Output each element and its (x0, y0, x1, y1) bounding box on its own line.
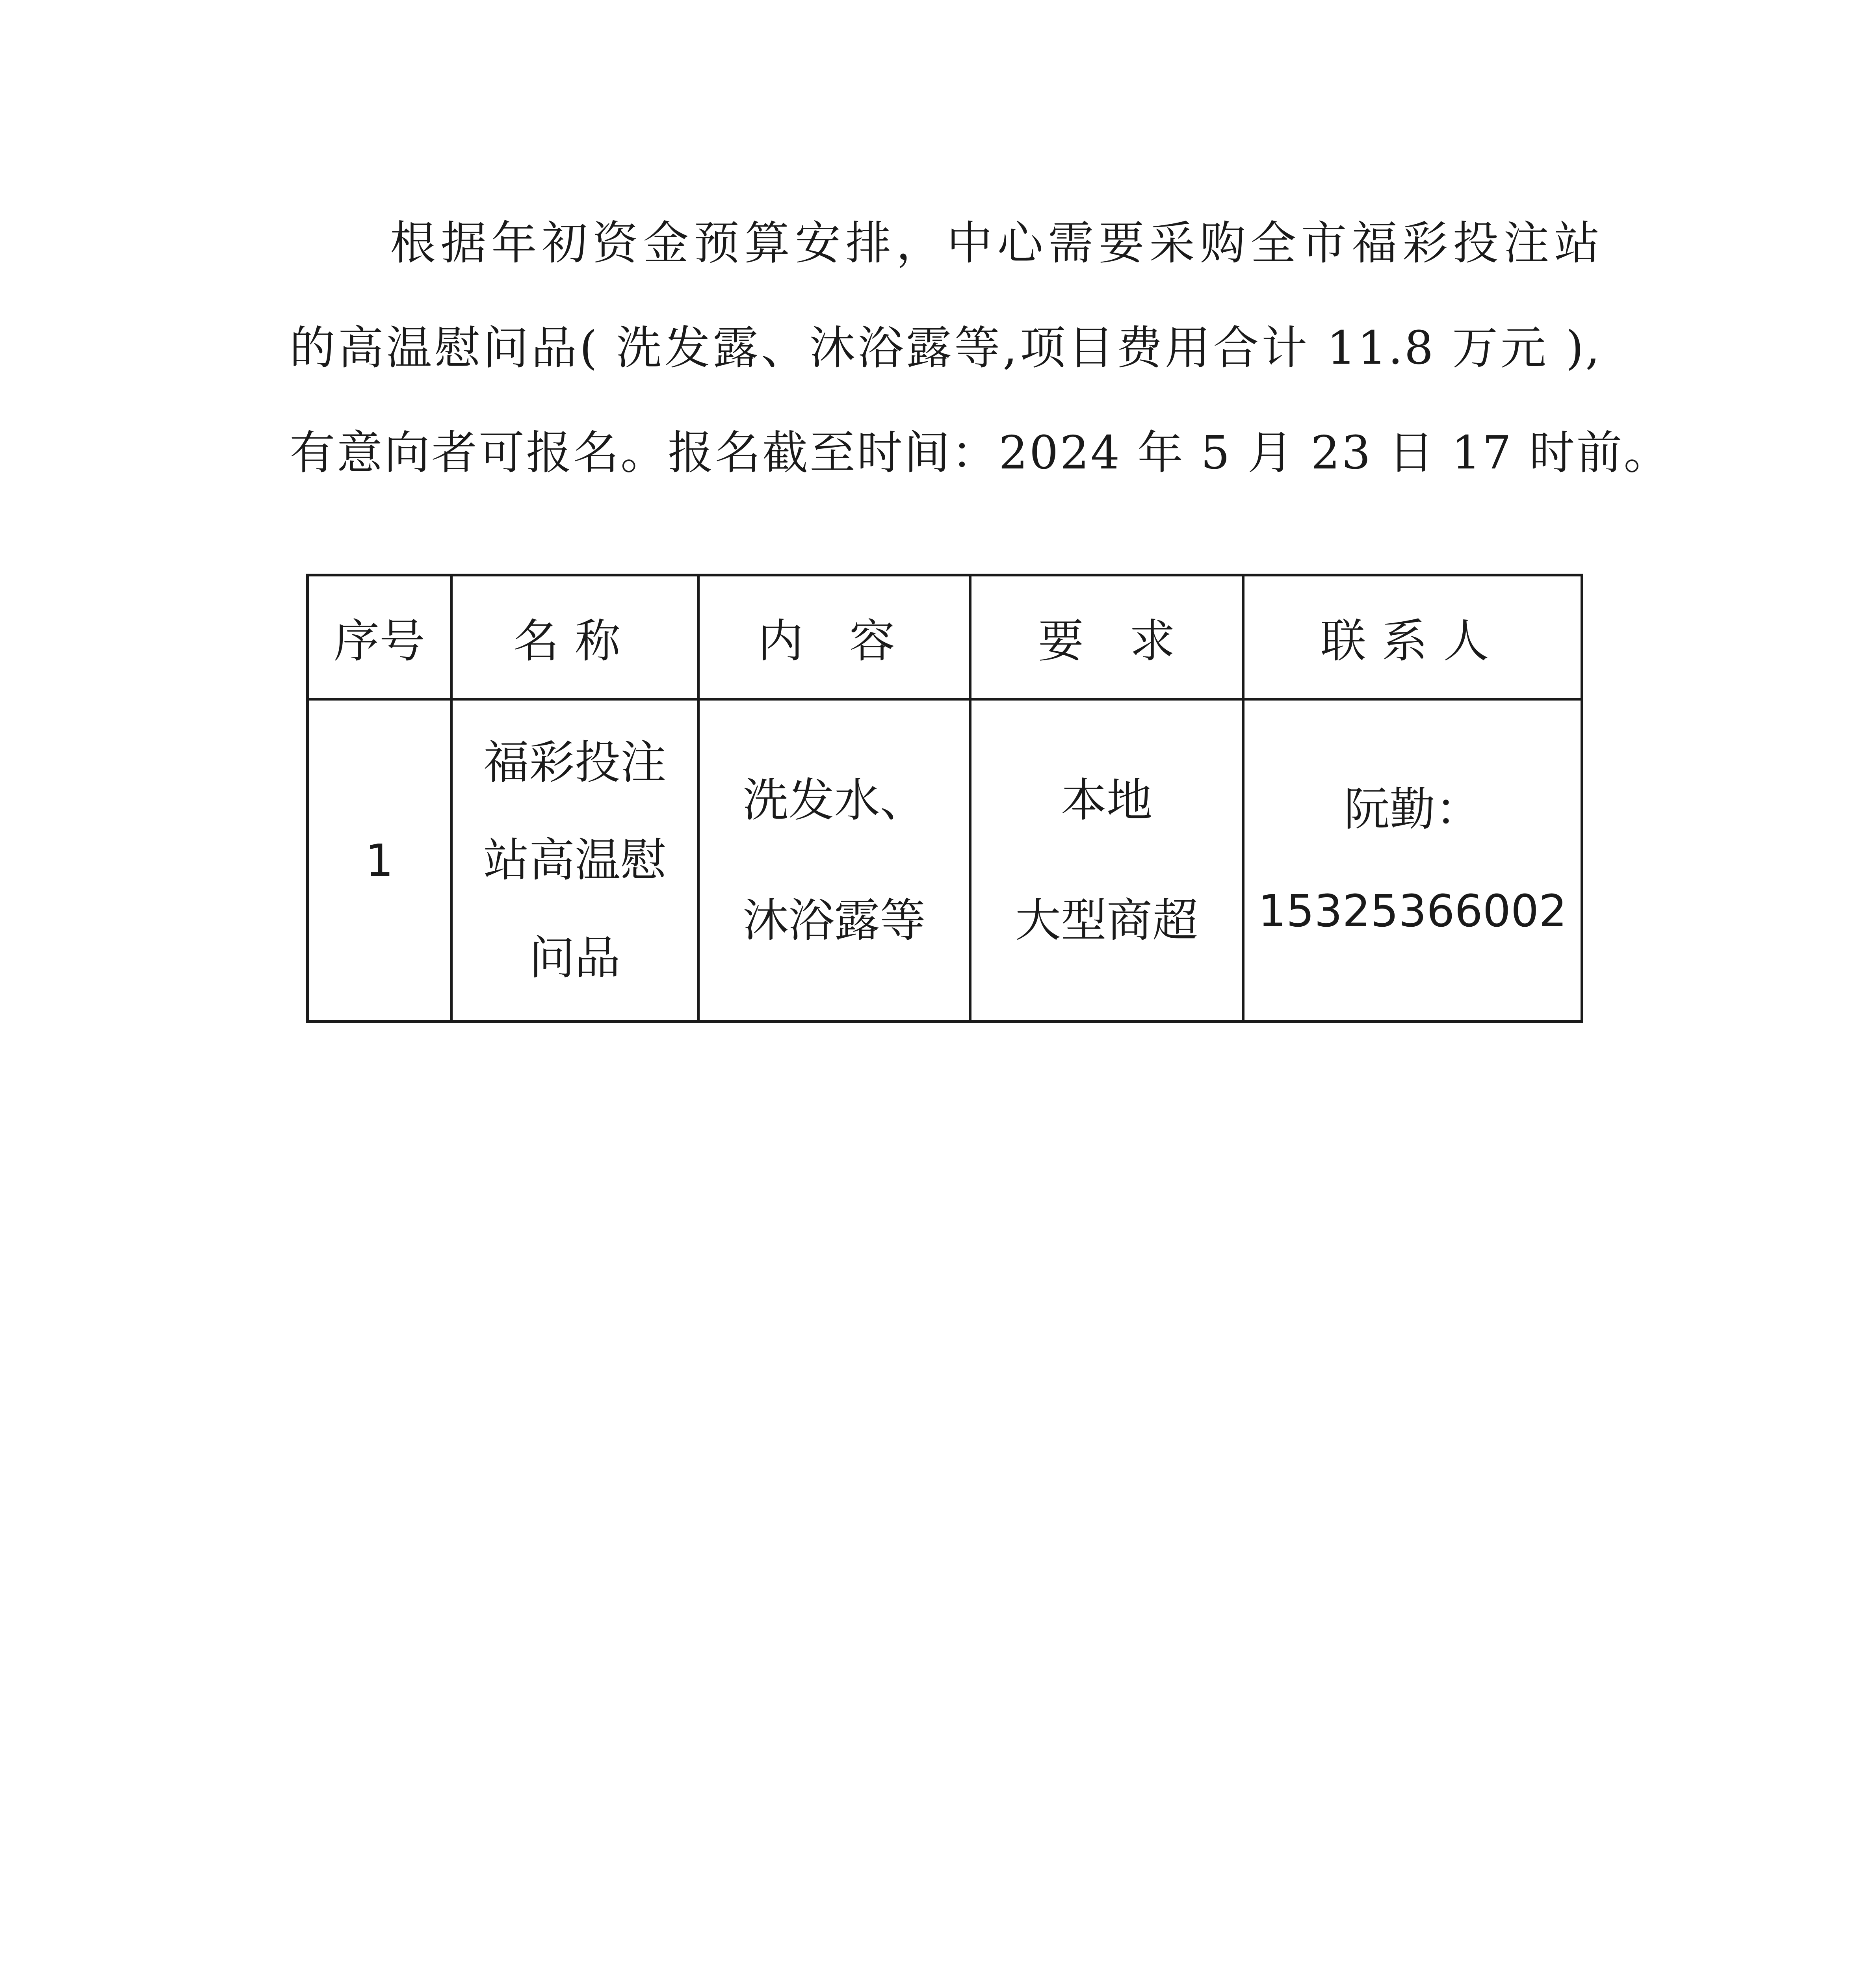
content-line-1: 洗发水、 (743, 773, 926, 827)
header-contact: 联系人 (1243, 575, 1582, 699)
content-line-2: 沐浴露等 (743, 894, 926, 947)
name-line-3: 问品 (529, 931, 620, 985)
header-content: 内 容 (698, 575, 970, 699)
row-index: 1 (365, 835, 394, 886)
cell-index (308, 699, 451, 1022)
table-row (308, 699, 1582, 1022)
requirement-line-2: 大型商超 (1015, 894, 1198, 947)
cell-content (698, 699, 970, 1022)
cell-requirement (970, 699, 1243, 1022)
contact-phone: 15325366002 (1258, 885, 1567, 937)
table-header-row (308, 575, 1582, 699)
header-index: 序号 (308, 575, 451, 699)
paragraph-line-2: 的高温慰问品( 洗发露、沐浴露等,项目费用合计 11.8 万元 ), (290, 322, 1601, 375)
requirement-line-1: 本地 (1061, 773, 1152, 827)
name-line-2: 站高温慰 (483, 833, 666, 887)
name-line-1: 福彩投注 (483, 736, 666, 789)
paragraph-line-3: 有意向者可报名。报名截至时间：2024 年 5 月 23 日 17 时前。 (290, 426, 1671, 479)
contact-name: 阮勤： (1344, 782, 1481, 836)
cell-name (451, 699, 698, 1022)
cell-contact (1243, 699, 1582, 1022)
paragraph-line-1: 根据年初资金预算安排，中心需要采购全市福彩投注站 (390, 217, 1601, 270)
header-requirement: 要 求 (970, 575, 1243, 699)
header-name: 名称 (451, 575, 698, 699)
notice-paragraph (290, 217, 1671, 479)
procurement-table (306, 574, 1583, 1023)
